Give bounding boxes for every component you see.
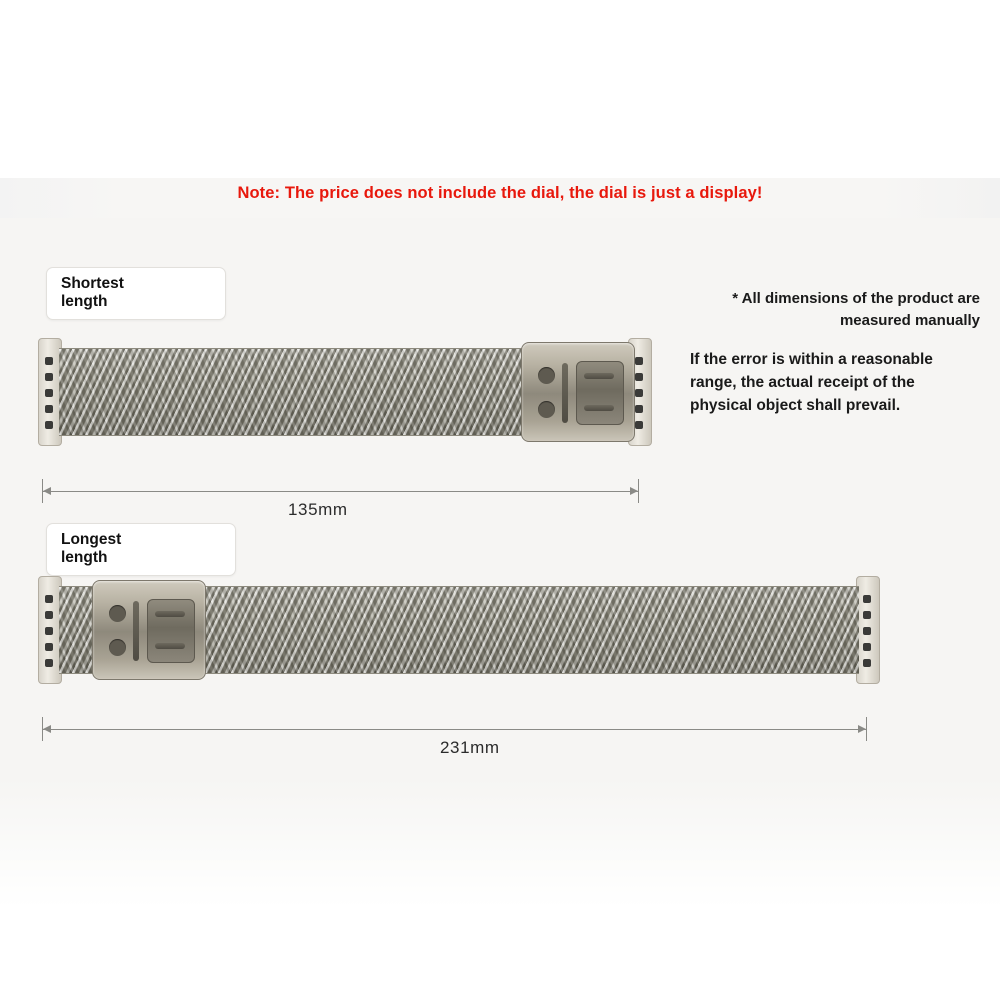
clasp-icon <box>521 342 635 442</box>
disclaimer-line3: If the error is within a reasonable range, the actual receipt of the physical object shall prevail. <box>690 350 933 414</box>
dimension-arrow-left-shortest <box>43 487 51 495</box>
dimension-value-shortest: 135mm <box>288 500 348 519</box>
disclaimer-line2: measured manually <box>839 311 980 329</box>
label-shortest-length <box>46 267 226 320</box>
watch-band-longest <box>34 568 882 690</box>
diagram-panel-fade <box>0 778 1000 908</box>
measurement-disclaimer <box>690 288 980 417</box>
dimension-cap-right-longest <box>866 717 867 741</box>
dimension-line-longest <box>42 729 866 730</box>
label-shortest-line2: length <box>61 292 108 310</box>
label-shortest-line1: Shortest <box>61 275 124 292</box>
label-longest-line2: length <box>61 548 108 566</box>
dimension-arrow-right-longest <box>858 725 866 733</box>
dimension-arrow-left-longest <box>43 725 51 733</box>
label-longest-line1: Longest <box>61 531 122 548</box>
dimension-value-longest: 231mm <box>440 738 500 757</box>
price-notice-text: Note: The price does not include the dial, the dial is just a display! <box>237 184 763 202</box>
dimension-line-shortest <box>42 491 638 492</box>
dimension-cap-right-shortest <box>638 479 639 503</box>
clasp-icon <box>92 580 206 680</box>
disclaimer-line1: * All dimensions of the product are <box>732 290 980 307</box>
watch-band-shortest <box>34 330 654 452</box>
dimension-arrow-right-shortest <box>630 487 638 495</box>
watch-lug-icon <box>856 576 880 684</box>
